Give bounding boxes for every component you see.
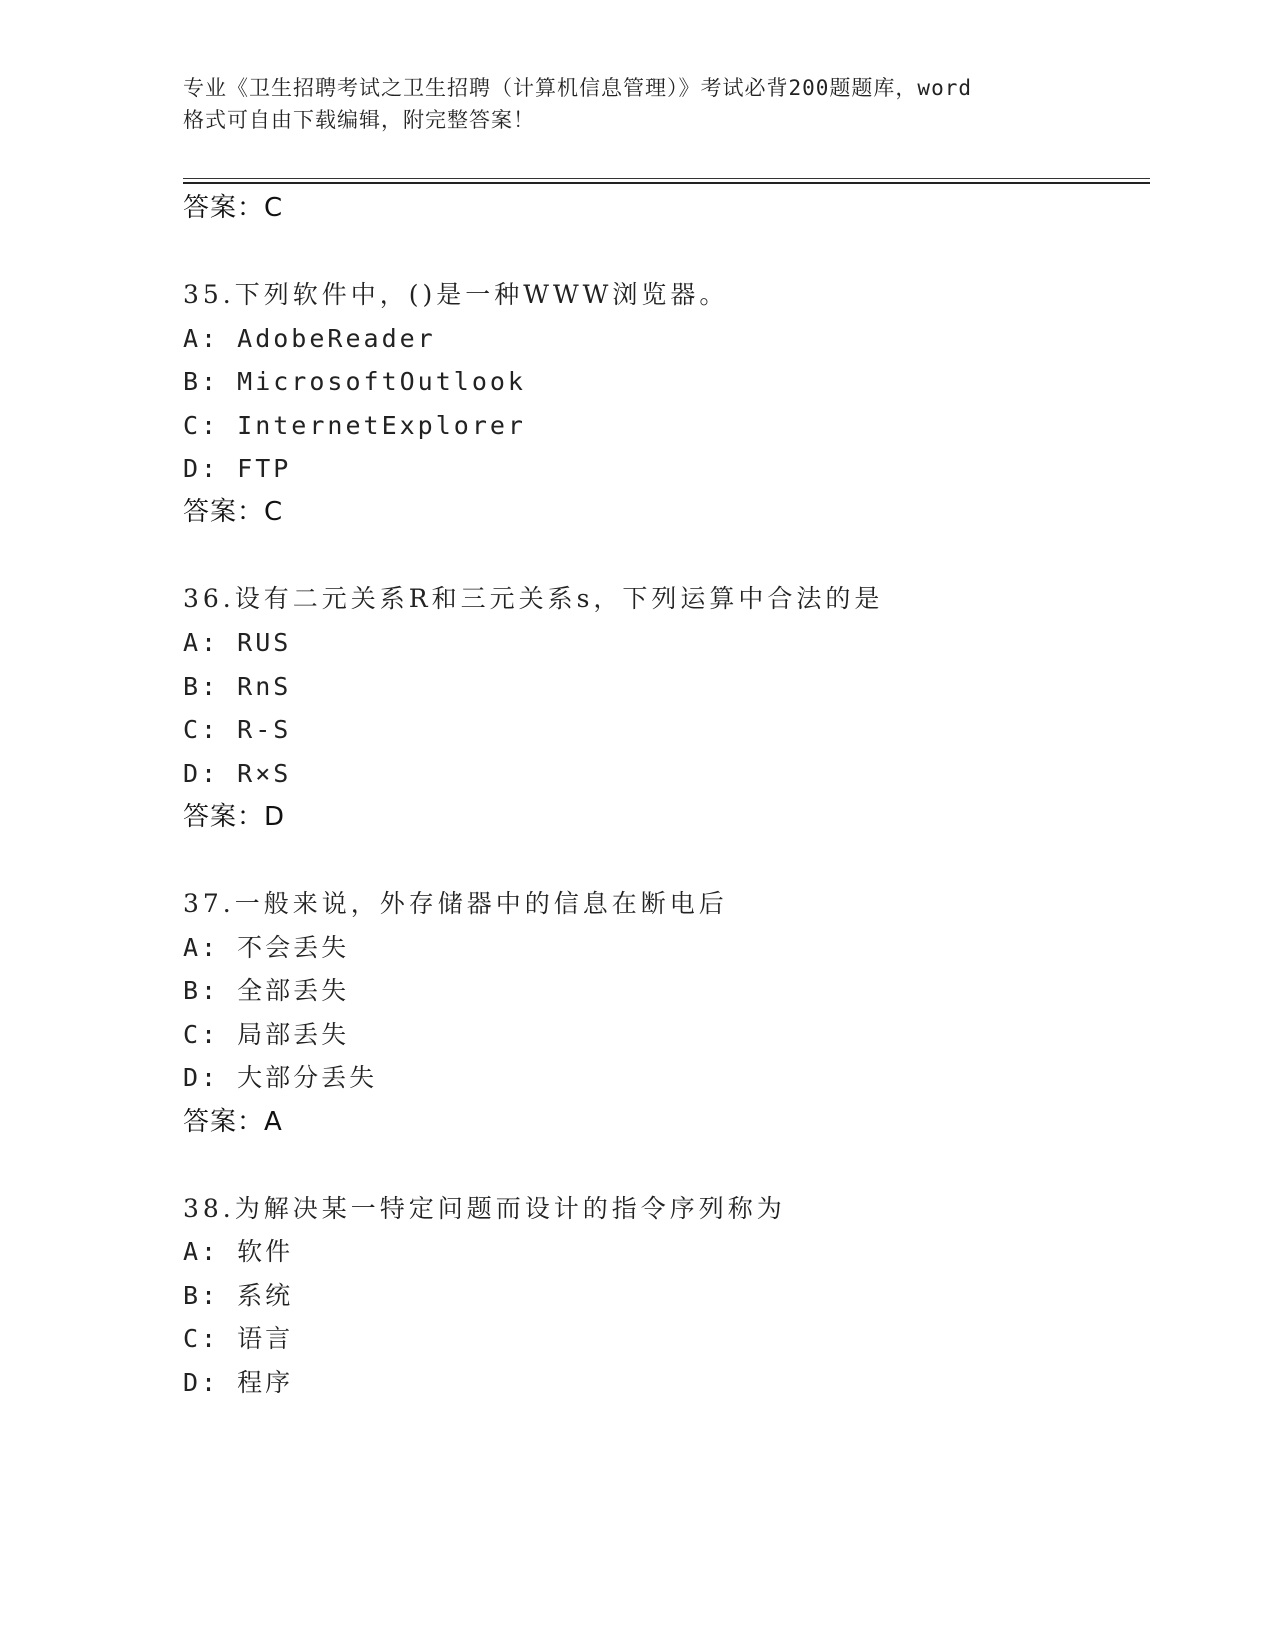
- question-36: 36.设有二元关系R和三元关系s，下列运算中合法的是: [183, 584, 884, 613]
- header-line-2: 格式可自由下载编辑，附完整答案！: [183, 108, 535, 132]
- question-38-option-a: A: 软件: [183, 1237, 294, 1266]
- header-line-1: 专业《卫生招聘考试之卫生招聘（计算机信息管理）》考试必背200题题库，word: [183, 76, 972, 100]
- question-37-option-d: D: 大部分丢失: [183, 1063, 378, 1092]
- question-35: 35.下列软件中，()是一种WWW浏览器。: [183, 280, 729, 309]
- question-37: 37.一般来说，外存储器中的信息在断电后: [183, 889, 728, 918]
- question-35-option-b: B: MicrosoftOutlook: [183, 367, 526, 396]
- header-divider-thick: [183, 182, 1150, 184]
- question-36-option-c: C: R-S: [183, 715, 292, 744]
- document-header: [183, 72, 1083, 136]
- question-38-option-d: D: 程序: [183, 1368, 294, 1397]
- question-36-option-b: B: RnS: [183, 672, 292, 701]
- question-35-option-a: A: AdobeReader: [183, 324, 436, 353]
- question-37-option-b: B: 全部丢失: [183, 976, 350, 1005]
- question-35-option-d: D: FTP: [183, 454, 292, 483]
- question-38: 38.为解决某一特定问题而设计的指令序列称为: [183, 1194, 786, 1223]
- question-37-answer: 答案：A: [183, 1107, 283, 1137]
- question-35-option-c: C: InternetExplorer: [183, 411, 526, 440]
- question-36-answer: 答案：D: [183, 802, 286, 832]
- question-38-option-c: C: 语言: [183, 1324, 294, 1353]
- question-38-option-b: B: 系统: [183, 1281, 294, 1310]
- previous-answer: 答案：C: [183, 193, 284, 223]
- question-35-answer: 答案：C: [183, 497, 284, 527]
- question-36-option-a: A: RUS: [183, 628, 292, 657]
- question-36-option-d: D: R×S: [183, 759, 292, 788]
- question-37-option-a: A: 不会丢失: [183, 933, 350, 962]
- header-divider-thin: [183, 178, 1150, 179]
- question-37-option-c: C: 局部丢失: [183, 1020, 350, 1049]
